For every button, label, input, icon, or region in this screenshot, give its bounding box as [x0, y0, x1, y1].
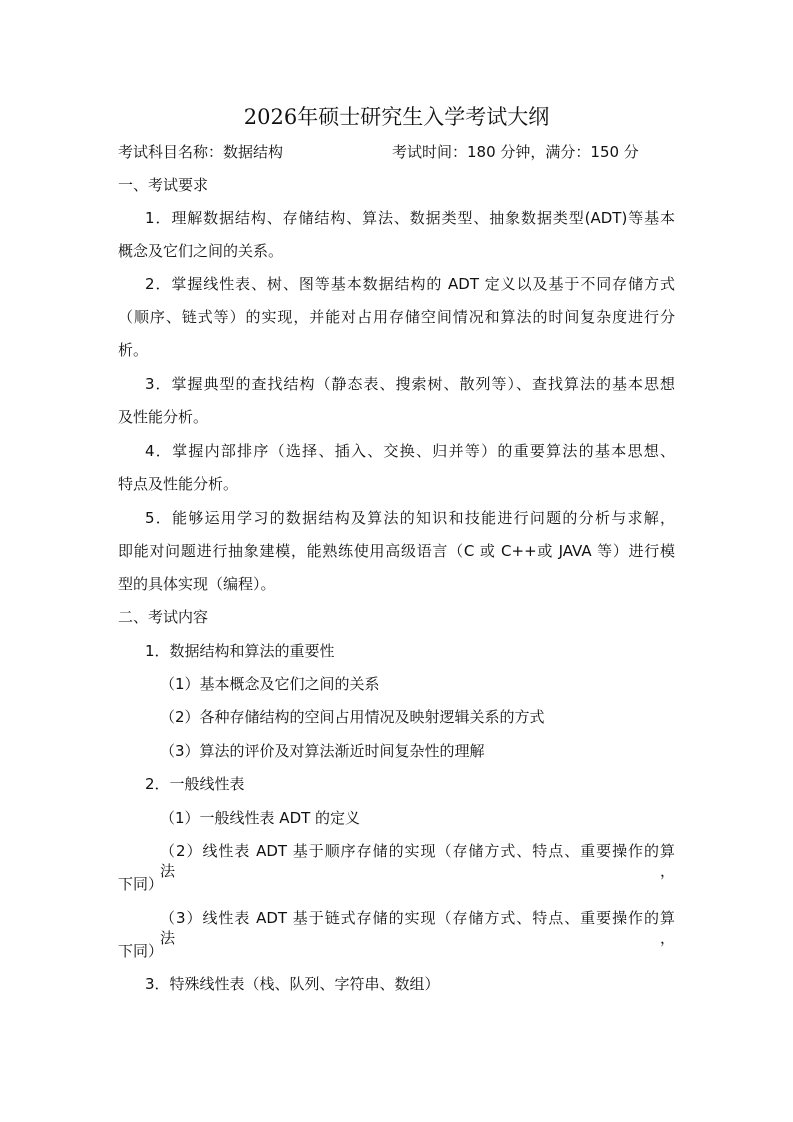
text-line: 3．特殊线性表（栈、队列、字符串、数组）	[145, 975, 440, 993]
text-line: 下同）	[118, 942, 164, 960]
text-line: 3．掌握典型的查找结构（静态表、搜索树、散列等）、查找算法的基本思想	[145, 375, 675, 393]
text-line: （3）算法的评价及对算法渐近时间复杂性的理解	[160, 742, 485, 760]
text-line: （2）各种存储结构的空间占用情况及映射逻辑关系的方式	[160, 708, 545, 726]
section-heading: 二、考试内容	[118, 608, 209, 626]
exam-time-score: 考试时间：180 分钟，满分：150 分	[392, 143, 639, 161]
text-line: （1）一般线性表 ADT 的定义	[160, 809, 361, 827]
page-title: 2026年硕士研究生入学考试大纲	[243, 105, 550, 129]
text-line: （1）基本概念及它们之间的关系	[160, 675, 380, 693]
exam-subject: 考试科目名称：数据结构	[118, 143, 284, 161]
text-line: （3）线性表 ADT 基于链式存储的实现（存储方式、特点、重要操作的算法，	[160, 909, 675, 947]
text-line: 析。	[118, 341, 149, 359]
text-line: 1．数据结构和算法的重要性	[145, 642, 335, 660]
text-line: 特点及性能分析。	[118, 475, 239, 493]
text-line: 型的具体实现（编程）。	[118, 575, 276, 593]
section-heading: 一、考试要求	[118, 176, 209, 194]
text-line: 2．一般线性表	[145, 775, 245, 793]
text-line: （2）线性表 ADT 基于顺序存储的实现（存储方式、特点、重要操作的算法，	[160, 842, 675, 880]
text-line: 4．掌握内部排序（选择、插入、交换、归并等）的重要算法的基本思想、	[145, 442, 675, 460]
text-line: 及性能分析。	[118, 408, 209, 426]
text-line: 1．理解数据结构、存储结构、算法、数据类型、抽象数据类型(ADT)等基本	[145, 209, 675, 227]
text-line: （顺序、链式等）的实现，并能对占用存储空间情况和算法的时间复杂度进行分	[118, 308, 675, 326]
text-line: 5．能够运用学习的数据结构及算法的知识和技能进行问题的分析与求解，	[145, 509, 675, 527]
text-line: 概念及它们之间的关系。	[118, 242, 284, 260]
text-line: 即能对问题进行抽象建模，能熟练使用高级语言（C 或 C++或 JAVA 等）进行模	[118, 542, 675, 560]
text-line: 2．掌握线性表、树、图等基本数据结构的 ADT 定义以及基于不同存储方式	[145, 275, 675, 293]
text-line: 下同）	[118, 875, 164, 893]
